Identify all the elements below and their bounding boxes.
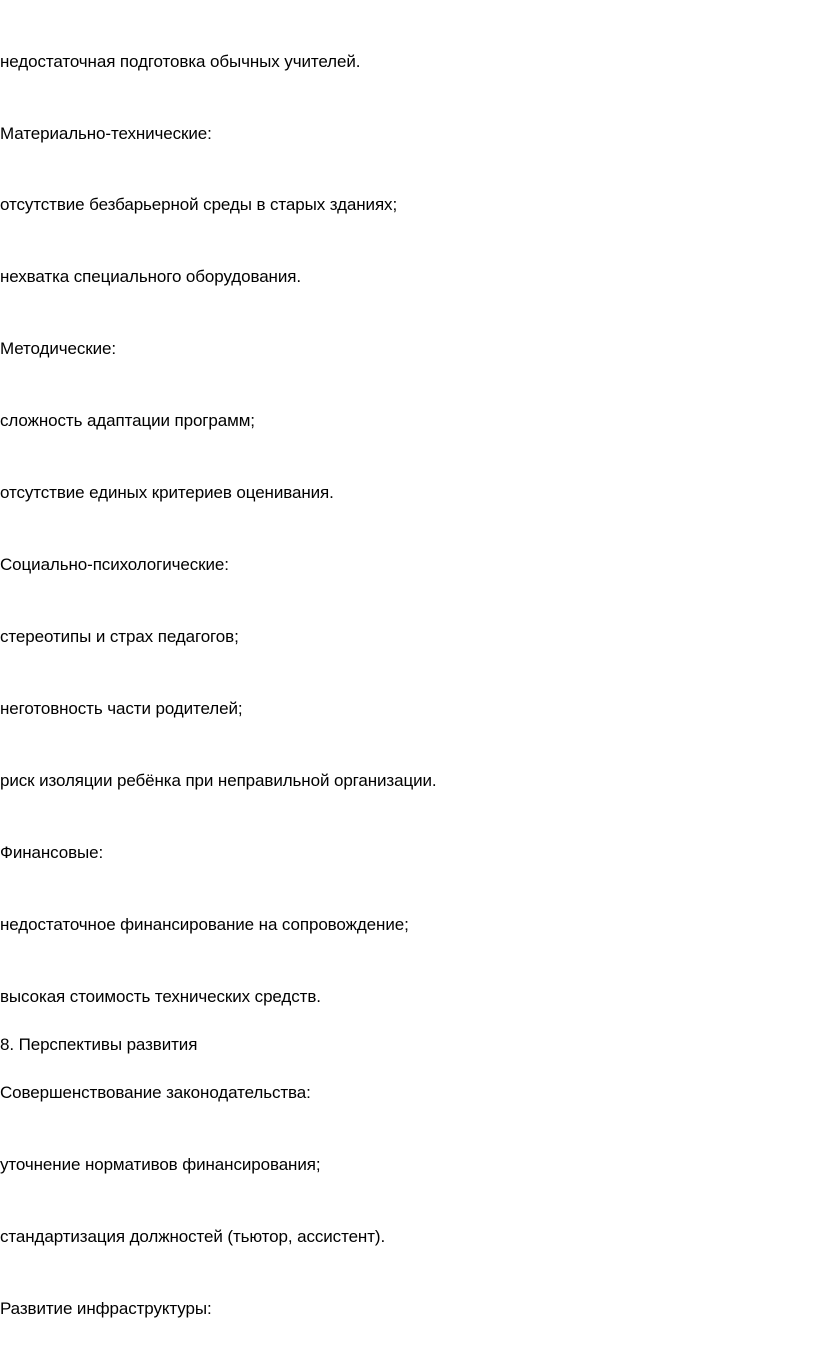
text-line-program-adaptation: сложность адаптации программ; [0,411,255,430]
text-line-parents-unreadiness: неготовность части родителей; [0,699,243,718]
text-line-assessment-criteria: отсутствие единых критериев оценивания. [0,483,334,502]
section-heading-prospects: 8. Перспективы развития [0,1035,198,1054]
text-line-equipment-shortage: нехватка специального оборудования. [0,267,301,286]
text-line-barrier-free: отсутствие безбарьерной среды в старых зданиях; [0,195,398,214]
heading-methodical: Методические: [0,339,116,358]
text-line-equipment-cost: высокая стоимость технических средств. [0,987,321,1006]
heading-financial: Финансовые: [0,843,104,862]
heading-legislation: Совершенствование законодательства: [0,1083,311,1102]
heading-infrastructure: Развитие инфраструктуры: [0,1299,212,1318]
text-line-position-standardization: стандартизация должностей (тьютор, ассистент). [0,1227,386,1246]
text-line-funding-standards: уточнение нормативов финансирования; [0,1155,321,1174]
text-line-isolation-risk: риск изоляции ребёнка при неправильной организации. [0,771,437,790]
text-line-insufficient-funding: недостаточное финансирование на сопровождение; [0,915,409,934]
text-line-teacher-training: недостаточная подготовка обычных учителей. [0,52,361,71]
text-line-teacher-stereotypes: стереотипы и страх педагогов; [0,627,239,646]
heading-material-technical: Материально-технические: [0,124,212,143]
heading-socio-psychological: Социально-психологические: [0,555,229,574]
